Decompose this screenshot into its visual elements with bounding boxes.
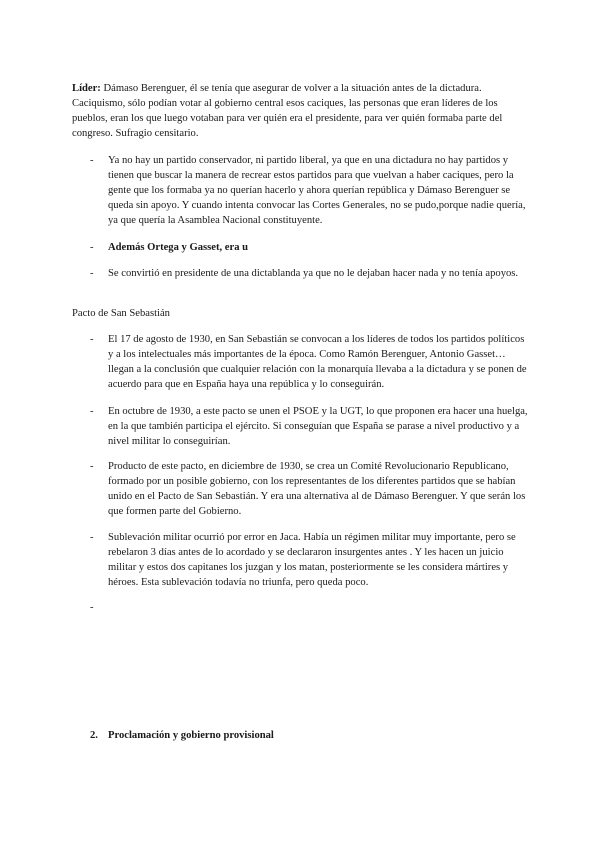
list-item-text: Producto de este pacto, en diciembre de 1930, se crea un Comité Revolucionario Republicano, formado por un posible gobierno, con los representantes de los diferentes partidos que se habían unido en el Pacto de San Sebastián. Y era una alternativa al de Dámaso Berenguer. Y que serán los que formen parte del Gobierno. [108, 461, 526, 517]
list-item-text: Sublevación militar ocurrió por error en Jaca. Había un régimen militar muy importante, pero se rebelaron 3 días antes de lo acordado y se declararon insurgentes antes . Y les hacen un juicio militar y estos dos capitanes los juzgan y los matan, posteriormente se les considera mártires y héroes. Esta sublevación todavía no triunfa, pero queda poco. [108, 532, 516, 588]
list-item-text: En octubre de 1930, a este pacto se unen el PSOE y la UGT, lo que proponen era hacer una huelga, en la que también participa el ejército. Si conseguían que España se parase a nivel productivo y a nivel militar lo conseguirían. [108, 406, 528, 447]
bullet-dash: - [90, 406, 94, 417]
list-item [90, 266, 528, 281]
list-item [90, 459, 528, 519]
list-item [90, 530, 528, 590]
pacto-heading: Pacto de San Sebastián [72, 308, 170, 319]
intro-paragraph [72, 81, 528, 141]
list-item-text: Además Ortega y Gasset, era u [108, 242, 249, 253]
bullet-dash: - [90, 334, 94, 345]
list-item [90, 153, 528, 228]
list-item-text: Ya no hay un partido conservador, ni partido liberal, ya que en una dictadura no hay partidos y tienen que buscar la manera de recrear estos partidos para que vuelvan a haber caciques, pero la gente que los formaba ya no querían hacerlo y ahora querían república y Dámaso Berenguer se queda sin apoyo. Y cuando intenta convocar las Cortes Generales, no se pudo,porque nadie quería, ya que quería la Asamblea Nacional constituyente. [108, 155, 526, 226]
section-title: Proclamación y gobierno provisional [108, 730, 274, 741]
bullet-dash: - [90, 532, 94, 543]
list-item [90, 404, 528, 449]
list-item [90, 240, 528, 255]
section-number: 2. [90, 730, 98, 741]
intro-text: Dámaso Berenguer, él se tenía que asegurar de volver a la situación antes de la dictadura. Caciquismo, sólo podían votar al gobierno central esos caciques, las personas que eran líderes de los pueblos, eran los que luego votaban para ver quién era el presidente, para ver quién formaba parte del congreso. Sufragio censitario. [72, 83, 503, 139]
list-item [90, 332, 528, 392]
section-heading [90, 728, 528, 743]
bullet-dash: - [90, 242, 94, 253]
bullet-dash: - [90, 602, 94, 613]
intro-label: Líder: [72, 83, 101, 94]
list-item-text: El 17 de agosto de 1930, en San Sebastián se convocan a los líderes de todos los partidos políticos y a los intelectuales más importantes de la época. Como Ramón Berenguer, Antonio Gasset… llegan a la conclusión que cualquier relación con la monarquía llevaba a la dictadura y se ponen de acuerdo para que en España haya una república y lo conseguirán. [108, 334, 527, 390]
bullet-dash: - [90, 461, 94, 472]
list-item-text: Se convirtió en presidente de una dictablanda ya que no le dejaban hacer nada y no tenía apoyos. [108, 268, 519, 279]
bullet-dash: - [90, 155, 94, 166]
bullet-dash: - [90, 268, 94, 279]
